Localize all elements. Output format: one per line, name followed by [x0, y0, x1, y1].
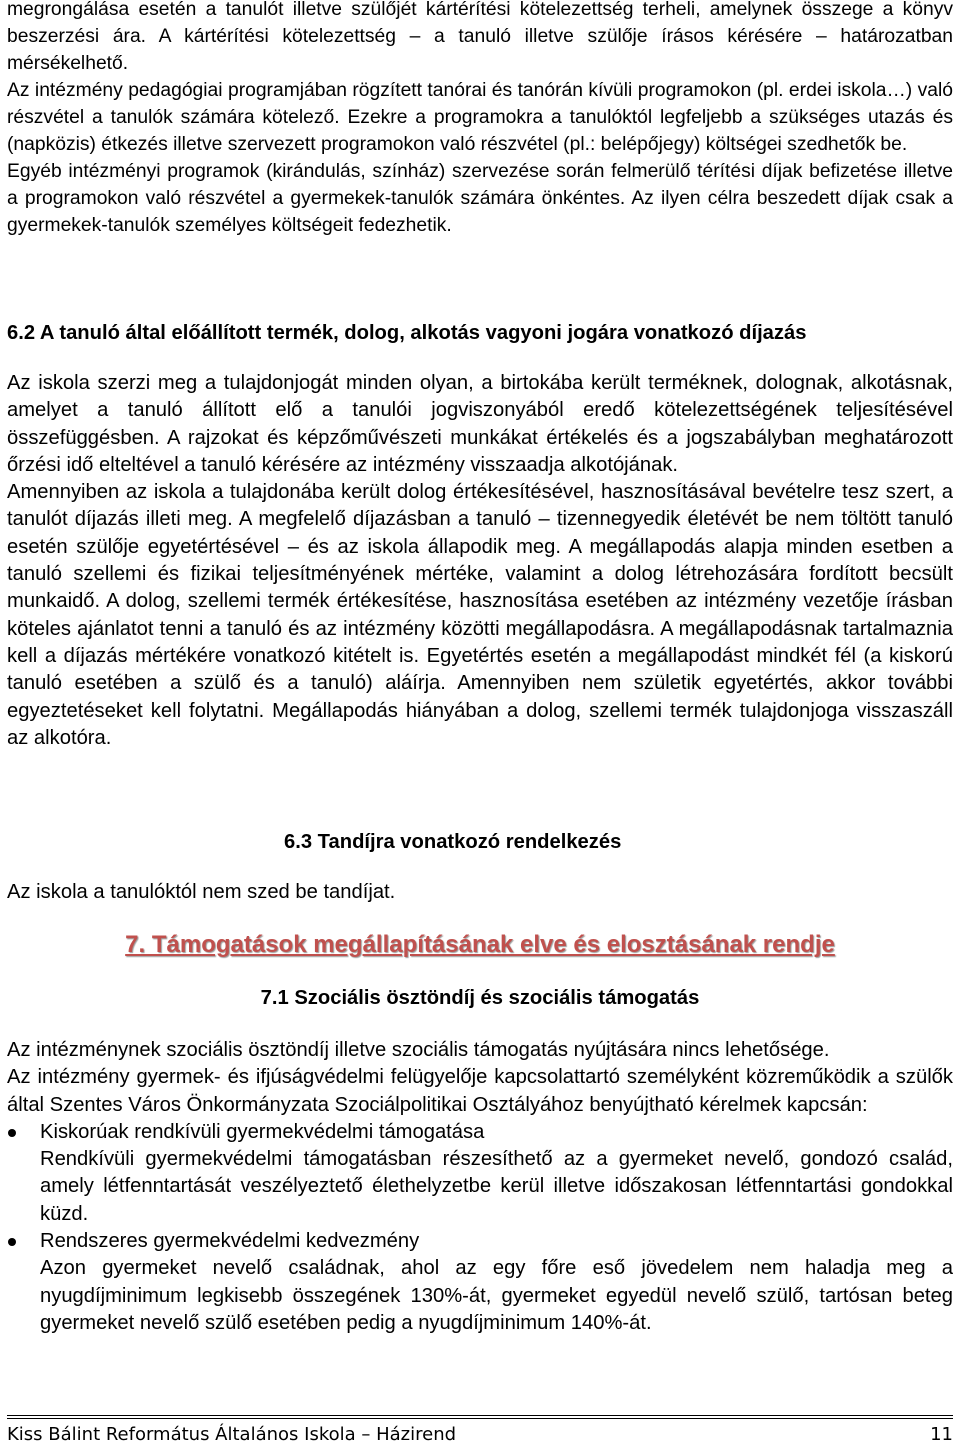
list-item-heading: Rendszeres gyermekvédelmi kedvezmény: [40, 1230, 420, 1253]
list-item: [7, 1228, 953, 1337]
paragraph: Az intézmény pedagógiai programjában rögzített tanórai és tanórán kívüli programokon (pl. erdei iskola…) való részvétel a tanulók számára kötelező. Ezekre a programokra a tanulóktól legfeljebb a szükséges utazás és (napközis) étkezés illetve szervezett programokon való részvétel (pl.: belépőjegy) költségei szedhetők be.: [7, 80, 953, 155]
section-6-2-body: [7, 370, 953, 752]
bullet-list: [7, 1119, 953, 1337]
paragraph: Egyéb intézményi programok (kirándulás, színház) szervezése során felmerülő térítési díjak befizetése illetve a programokon való részvétel a gyermekek-tanulók számára önkéntes. Az ilyen célra beszedett díjak csak a gyermekek-tanulók személyes költségeit fedezhetik.: [7, 161, 953, 236]
list-item: [7, 1119, 953, 1228]
bullet-icon: [8, 1129, 16, 1137]
paragraph: Az iskola a tanulóktól nem szed be tandíjat.: [7, 881, 396, 903]
paragraph: Az intézménynek szociális ösztöndíj illetve szociális támogatás nyújtására nincs lehetősége.: [7, 1039, 830, 1061]
footer-title: Kiss Bálint Református Általános Iskola – Házirend: [7, 1424, 457, 1445]
page-number: 11: [930, 1424, 953, 1445]
intro-section: [7, 0, 953, 239]
list-item-body: Rendkívüli gyermekvédelmi támogatásban részesíthető az a gyermeket nevelő, gondozó család, amely létfenntartását veszélyeztető élethelyzetbe kerül illetve időszakosan létfenntartási gondokkal küzd.: [40, 1148, 953, 1225]
section-heading-6-3: 6.3 Tandíjra vonatkozó rendelkezés: [284, 831, 622, 853]
paragraph: Az intézmény gyermek- és ifjúságvédelmi felügyelője kapcsolattartó személyként közreműködik a szülők által Szentes Város Önkormányzata Szociálpolitikai Osztályához benyújtható kérelmek kapcsán:: [7, 1066, 953, 1116]
bullet-icon: [8, 1238, 16, 1246]
section-heading-7-1: 7.1 Szociális ösztöndíj és szociális támogatás: [260, 987, 700, 1009]
list-item-heading: Kiskorúak rendkívüli gyermekvédelmi támogatása: [40, 1120, 485, 1143]
section-7-1-body: [7, 1037, 953, 1337]
paragraph: megrongálása esetén a tanulót illetve szülőjét kártérítési kötelezettség terheli, amelynek összege a könyv beszerzési ára. A kártérítési kötelezettség – a tanuló illetve szülője írásos kérésére – határozatban mérsékelhető.: [7, 0, 953, 74]
section-heading-6-2: 6.2 A tanuló által előállított termék, dolog, alkotás vagyoni jogára vonatkozó díjazás: [7, 322, 807, 344]
footer-divider: [7, 1415, 953, 1416]
paragraph: Az iskola szerzi meg a tulajdonjogát minden olyan, a birtokába került terméknek, dolognak, alkotásnak, amelyet a tanuló állított elő a tanulói jogviszonyából eredő kötelezettségének teljesítésével összefüggésben. A rajzokat és képzőművészeti munkákat értékelés és a jogszabályban meghatározott őrzési idő elteltével a tanuló kérésére az intézmény visszaadja alkotójának.: [7, 372, 953, 476]
list-item-body: Azon gyermeket nevelő családnak, ahol az egy főre eső jövedelem nem haladja meg a nyugdíjminimum legkisebb összegének 130%-át, gyermeket egyedül nevelő szülő, tartósan beteg gyermeket nevelő szülő esetében pedig a nyugdíjminimum 140%-át.: [40, 1257, 953, 1334]
chapter-heading-7: 7. Támogatások megállapításának elve és elosztásának rendje: [125, 931, 835, 958]
paragraph: Amennyiben az iskola a tulajdonába került dolog értékesítésével, hasznosításával bevételre tesz szert, a tanulót díjazás illeti meg. A megfelelő díjazásban a tanuló – tizennegyedik életévét be nem töltött tanuló esetén szülője egyetértésével – és az iskola állapodik meg. A megállapodás alapja minden esetben a tanuló szellemi és fizikai teljesítményének mértéke, valamint a dolog létrehozására fordított becsült munkaidő. A dolog, szellemi termék értékesítése, hasznosítása esetében az intézmény vezetője írásban köteles ajánlatot tenni a tanuló és az intézmény közötti megállapodásra. A megállapodásnak tartalmaznia kell a díjazás mértékére vonatkozó kitételt is. Egyetértés esetén a megállapodást mindkét fél (a kiskorú tanuló esetében a szülő és a tanuló) aláírja. Amennyiben nem születik egyetértés, akkor további egyeztetéseket kell folytatni. Megállapodás hiányában a dolog, szellemi termék tulajdonjoga visszaszáll az alkotóra.: [7, 481, 953, 749]
footer-divider: [7, 1418, 953, 1419]
